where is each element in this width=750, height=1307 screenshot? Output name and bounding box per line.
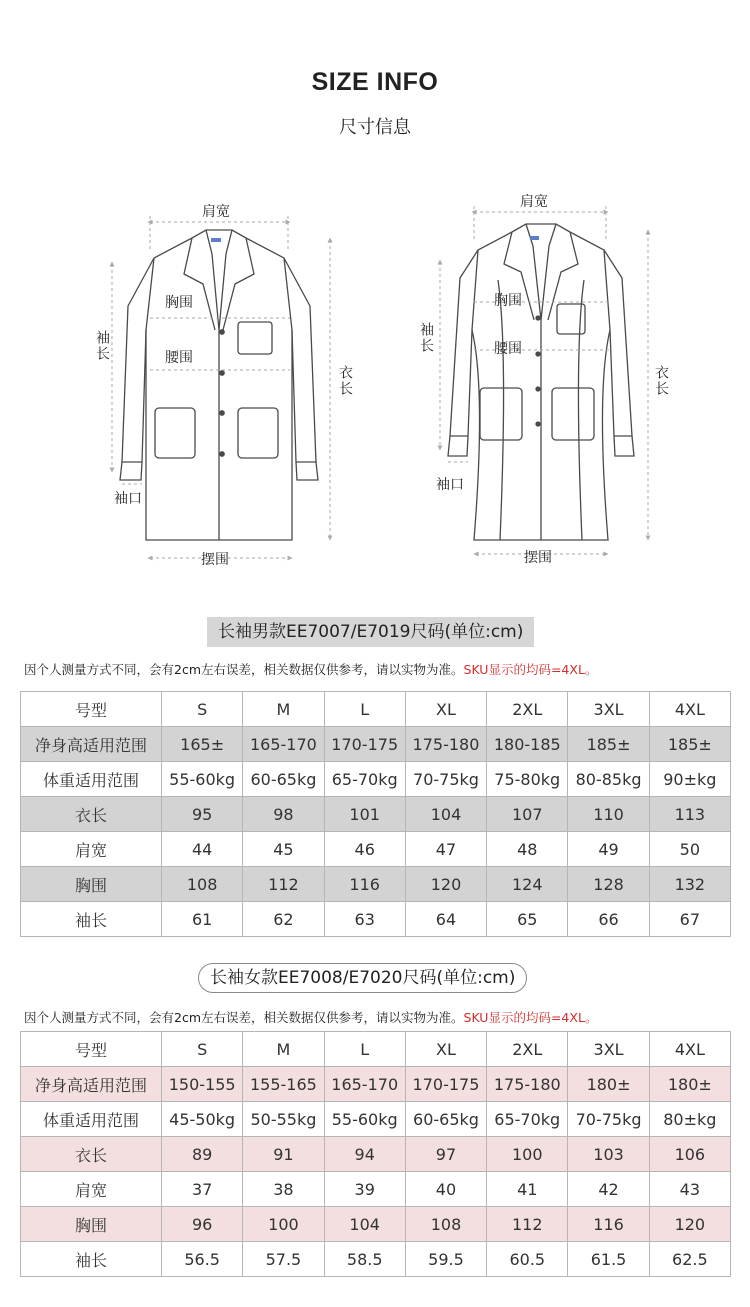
table-cell: 128 xyxy=(568,867,649,902)
table-cell: 44 xyxy=(162,832,243,867)
table-cell: 60-65kg xyxy=(243,762,324,797)
row-label: 胸围 xyxy=(21,867,162,902)
table-cell: 62 xyxy=(243,902,324,937)
table-cell: 124 xyxy=(487,867,568,902)
women-waist-label: 腰围 xyxy=(494,341,522,357)
women-note-text: 因个人测量方式不同，会有2cm左右误差，相关数据仅供参考，请以实物为准。 xyxy=(24,1010,464,1025)
table-row xyxy=(21,1207,731,1242)
table-cell: 91 xyxy=(243,1137,324,1172)
table-cell: 104 xyxy=(405,797,486,832)
table-cell: 108 xyxy=(162,867,243,902)
table-cell: 46 xyxy=(324,832,405,867)
table-cell: 180-185 xyxy=(487,727,568,762)
men-size-table xyxy=(20,691,731,937)
table-cell: 132 xyxy=(649,867,730,902)
table-cell: 80±kg xyxy=(649,1102,730,1137)
row-label: 体重适用范围 xyxy=(21,762,162,797)
women-note xyxy=(24,1008,597,1026)
men-note-text: 因个人测量方式不同，会有2cm左右误差，相关数据仅供参考，请以实物为准。 xyxy=(24,662,464,677)
table-cell: 90±kg xyxy=(649,762,730,797)
table-cell: L xyxy=(324,1032,405,1067)
table-cell: 4XL xyxy=(649,1032,730,1067)
table-cell: 55-60kg xyxy=(162,762,243,797)
table-cell: S xyxy=(162,692,243,727)
table-cell: 45 xyxy=(243,832,324,867)
table-row xyxy=(21,797,731,832)
table-cell: 57.5 xyxy=(243,1242,324,1277)
row-label: 袖长 xyxy=(21,902,162,937)
table-cell: 70-75kg xyxy=(405,762,486,797)
men-note xyxy=(24,660,597,678)
table-cell: 170-175 xyxy=(405,1067,486,1102)
table-cell: XL xyxy=(405,692,486,727)
table-cell: 165-170 xyxy=(324,1067,405,1102)
men-shoulder-label: 肩宽 xyxy=(202,204,230,220)
table-cell: 65-70kg xyxy=(324,762,405,797)
table-cell: 75-80kg xyxy=(487,762,568,797)
table-cell: 50 xyxy=(649,832,730,867)
table-cell: 67 xyxy=(649,902,730,937)
women-table-title: 长袖女款EE7008/E7020尺码(单位:cm) xyxy=(198,963,527,993)
table-cell: 61 xyxy=(162,902,243,937)
table-cell: 58.5 xyxy=(324,1242,405,1277)
table-cell: 38 xyxy=(243,1172,324,1207)
table-cell: 3XL xyxy=(568,1032,649,1067)
women-cuff-label: 袖口 xyxy=(436,477,464,493)
table-cell: 40 xyxy=(405,1172,486,1207)
women-hem-label: 摆围 xyxy=(524,550,552,566)
table-cell: 97 xyxy=(405,1137,486,1172)
table-cell: 43 xyxy=(649,1172,730,1207)
table-cell: XL xyxy=(405,1032,486,1067)
table-cell: 56.5 xyxy=(162,1242,243,1277)
men-hem-label: 摆围 xyxy=(201,552,229,568)
table-cell: 59.5 xyxy=(405,1242,486,1277)
table-cell: 41 xyxy=(487,1172,568,1207)
table-cell: 100 xyxy=(243,1207,324,1242)
table-row xyxy=(21,1137,731,1172)
table-row xyxy=(21,1032,731,1067)
women-shoulder-label: 肩宽 xyxy=(520,194,548,210)
table-row xyxy=(21,727,731,762)
table-cell: 100 xyxy=(487,1137,568,1172)
table-row xyxy=(21,1102,731,1137)
women-note-red: SKU显示的均码=4XL。 xyxy=(463,1010,598,1025)
table-cell: 165± xyxy=(162,727,243,762)
row-label: 衣长 xyxy=(21,1137,162,1172)
men-waist-label: 腰围 xyxy=(165,350,193,366)
women-length-label: 衣长 xyxy=(653,365,669,397)
table-cell: 70-75kg xyxy=(568,1102,649,1137)
table-row xyxy=(21,1067,731,1102)
table-cell: 165-170 xyxy=(243,727,324,762)
table-row xyxy=(21,692,731,727)
table-cell: L xyxy=(324,692,405,727)
table-row xyxy=(21,902,731,937)
women-chest-label: 胸围 xyxy=(494,293,522,309)
table-cell: 60.5 xyxy=(487,1242,568,1277)
table-cell: 37 xyxy=(162,1172,243,1207)
table-cell: 175-180 xyxy=(487,1067,568,1102)
table-cell: 66 xyxy=(568,902,649,937)
table-cell: 2XL xyxy=(487,1032,568,1067)
table-cell: 110 xyxy=(568,797,649,832)
table-cell: 42 xyxy=(568,1172,649,1207)
table-cell: M xyxy=(243,1032,324,1067)
table-cell: 150-155 xyxy=(162,1067,243,1102)
row-label: 袖长 xyxy=(21,1242,162,1277)
women-size-table xyxy=(20,1031,731,1277)
table-cell: 2XL xyxy=(487,692,568,727)
table-cell: S xyxy=(162,1032,243,1067)
table-cell: 45-50kg xyxy=(162,1102,243,1137)
men-table-title: 长袖男款EE7007/E7019尺码(单位:cm) xyxy=(207,617,534,647)
row-label: 衣长 xyxy=(21,797,162,832)
table-cell: 180± xyxy=(568,1067,649,1102)
table-cell: 185± xyxy=(568,727,649,762)
table-cell: 103 xyxy=(568,1137,649,1172)
table-cell: 62.5 xyxy=(649,1242,730,1277)
row-label: 号型 xyxy=(21,1032,162,1067)
table-cell: 95 xyxy=(162,797,243,832)
table-cell: 55-60kg xyxy=(324,1102,405,1137)
table-row xyxy=(21,762,731,797)
table-cell: 80-85kg xyxy=(568,762,649,797)
table-cell: 3XL xyxy=(568,692,649,727)
table-cell: 107 xyxy=(487,797,568,832)
table-cell: 94 xyxy=(324,1137,405,1172)
table-cell: 104 xyxy=(324,1207,405,1242)
table-cell: 60-65kg xyxy=(405,1102,486,1137)
table-cell: 175-180 xyxy=(405,727,486,762)
table-cell: 116 xyxy=(568,1207,649,1242)
table-cell: 48 xyxy=(487,832,568,867)
table-cell: 116 xyxy=(324,867,405,902)
table-cell: 61.5 xyxy=(568,1242,649,1277)
table-cell: 65 xyxy=(487,902,568,937)
table-cell: 47 xyxy=(405,832,486,867)
table-cell: 180± xyxy=(649,1067,730,1102)
table-cell: 101 xyxy=(324,797,405,832)
table-cell: 112 xyxy=(243,867,324,902)
men-size-table-body xyxy=(21,692,731,937)
row-label: 胸围 xyxy=(21,1207,162,1242)
table-cell: 113 xyxy=(649,797,730,832)
table-cell: 120 xyxy=(649,1207,730,1242)
table-cell: 96 xyxy=(162,1207,243,1242)
page-title: SIZE INFO xyxy=(311,68,439,96)
table-cell: 50-55kg xyxy=(243,1102,324,1137)
table-row xyxy=(21,867,731,902)
table-cell: 63 xyxy=(324,902,405,937)
table-cell: 64 xyxy=(405,902,486,937)
table-cell: 89 xyxy=(162,1137,243,1172)
women-size-table-body xyxy=(21,1032,731,1277)
table-row xyxy=(21,832,731,867)
table-cell: 98 xyxy=(243,797,324,832)
table-row xyxy=(21,1242,731,1277)
table-cell: M xyxy=(243,692,324,727)
row-label: 体重适用范围 xyxy=(21,1102,162,1137)
table-cell: 112 xyxy=(487,1207,568,1242)
row-label: 肩宽 xyxy=(21,1172,162,1207)
table-cell: 106 xyxy=(649,1137,730,1172)
women-sleeve-label: 袖长 xyxy=(418,322,434,354)
row-label: 肩宽 xyxy=(21,832,162,867)
table-cell: 49 xyxy=(568,832,649,867)
men-cuff-label: 袖口 xyxy=(114,491,142,507)
men-chest-label: 胸围 xyxy=(165,295,193,311)
table-cell: 4XL xyxy=(649,692,730,727)
table-cell: 65-70kg xyxy=(487,1102,568,1137)
table-cell: 170-175 xyxy=(324,727,405,762)
table-cell: 185± xyxy=(649,727,730,762)
table-row xyxy=(21,1172,731,1207)
size-diagrams xyxy=(0,180,750,580)
table-cell: 108 xyxy=(405,1207,486,1242)
men-sleeve-label: 袖长 xyxy=(94,330,110,362)
page-subtitle: 尺寸信息 xyxy=(339,117,411,138)
row-label: 号型 xyxy=(21,692,162,727)
row-label: 净身高适用范围 xyxy=(21,727,162,762)
men-note-red: SKU显示的均码=4XL。 xyxy=(463,662,598,677)
row-label: 净身高适用范围 xyxy=(21,1067,162,1102)
table-cell: 155-165 xyxy=(243,1067,324,1102)
women-coat-diagram xyxy=(448,224,634,540)
table-cell: 120 xyxy=(405,867,486,902)
men-length-label: 衣长 xyxy=(337,365,353,397)
men-coat-diagram xyxy=(120,230,318,540)
table-cell: 39 xyxy=(324,1172,405,1207)
